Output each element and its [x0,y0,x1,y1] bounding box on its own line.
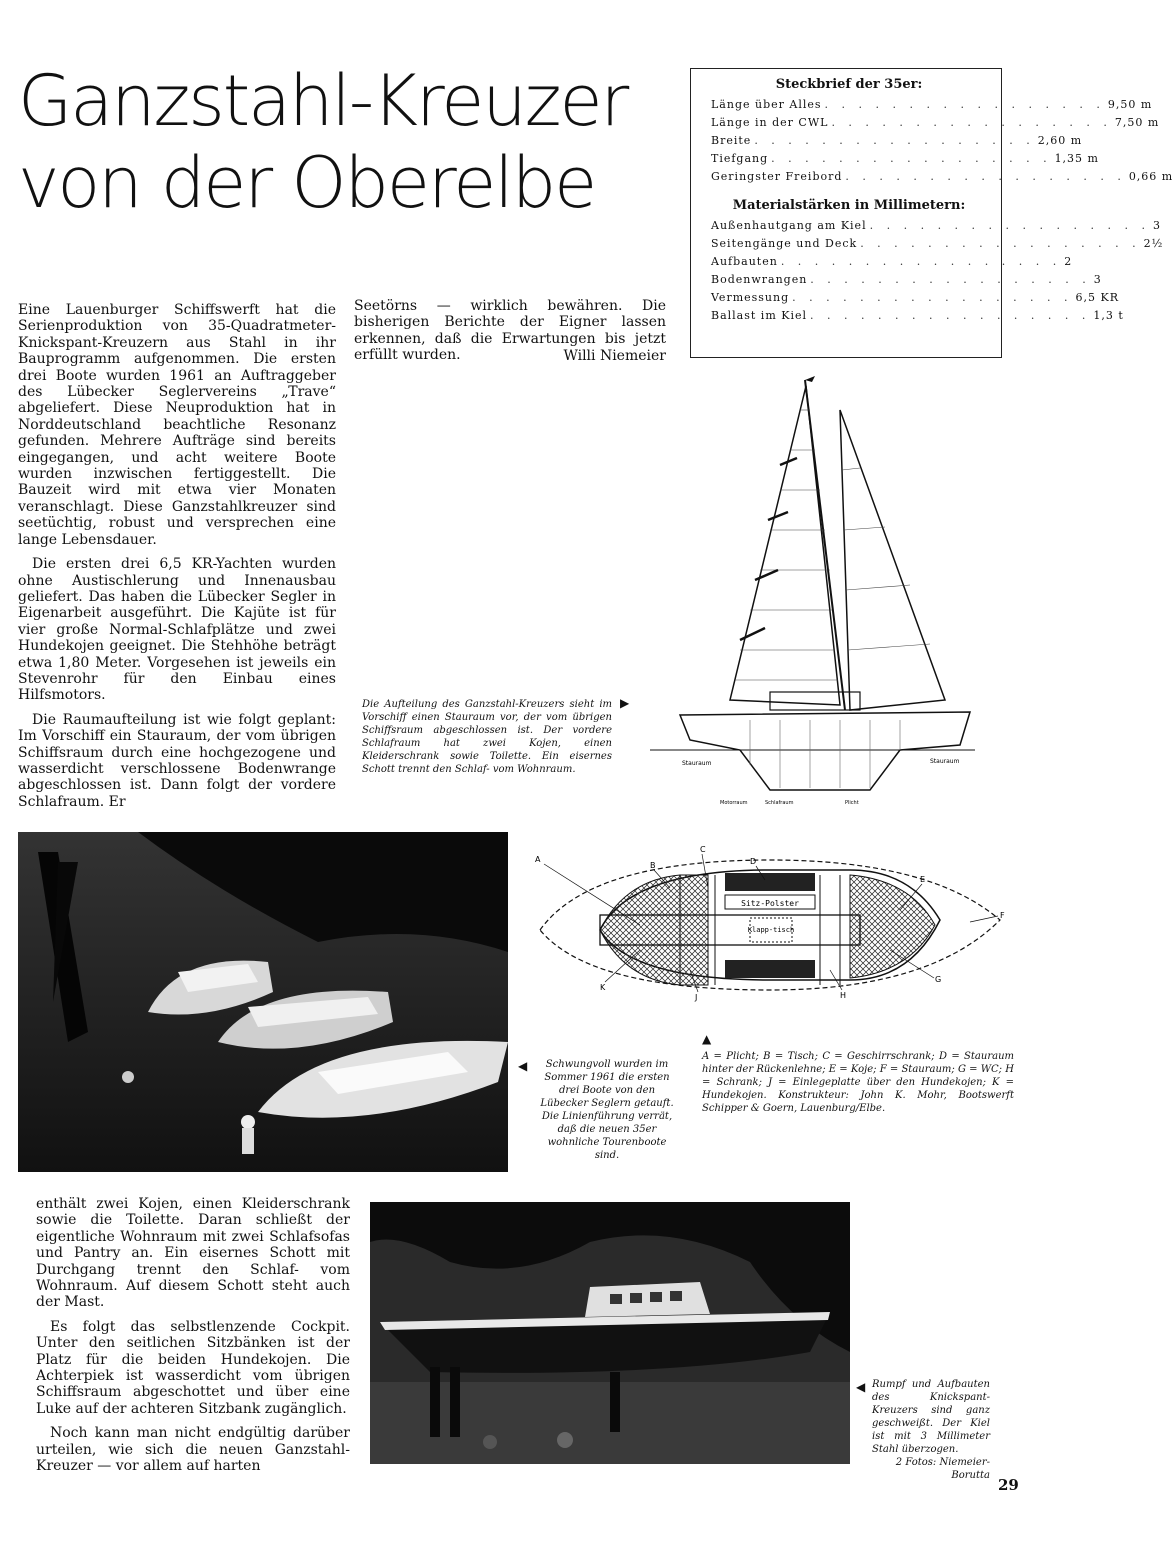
spec-row [711,217,1161,235]
spec-row-label: Vermessung [711,291,790,304]
spec-row-dots: . . . . . . . . . . . . . . . . . [869,219,1150,232]
article-paragraph: Seetörns — wirklich bewähren. Die bisherigen Berichte der Eigner lassen erkennen, daß die Erwartungen bis jetzt erfüllt wurden. [354,298,666,364]
hull-frames [750,720,900,788]
spec-row-dots: . . . . . . . . . . . . . . . . . [780,255,1062,268]
article-paragraph: Eine Lauenburger Schiffswerft hat die Serienproduktion von 35-Quadratmeter-Knickspant-Kreuzern aus Stahl in ihr Bauprogramm aufgenommen. Die ersten drei Boote wurden 1961 an Auftraggeber des Lübecker Seglervereins „Trave“ abgeliefert. Diese Neuproduktion hat in Norddeutschland beachtliche Resonanz gefunden. Mehrere Aufträge sind bereits eingegangen, und acht weitere Boote wurden inzwischen fertiggestellt. Die Bauzeit wird mit etwa vier Monaten veranschlagt. Diese Ganzstahlkreuzer sind seetüchtig, robust und versprechen eine lange Lebensdauer. [18,302,336,548]
hull-label-right: Stauraum [930,758,960,765]
spec-row-value: 0,66 m [1128,170,1173,183]
svg-text:G: G [935,975,942,984]
v-berth [850,875,935,978]
photo-steel-hull-image [370,1202,850,1464]
svg-text:F: F [1000,911,1005,920]
spec-row-label: Tiefgang [711,152,769,165]
photo-three-boats-image [18,832,508,1172]
berth-aft-area [600,875,680,985]
cabin-top [770,692,860,710]
spec-row-dots: . . . . . . . . . . . . . . . . . [754,134,1035,147]
spec-row-label: Länge in der CWL [711,116,829,129]
spec-row-label: Länge über Alles [711,98,822,111]
page-number: 29 [998,1476,1019,1494]
spec-row-value: 1,35 m [1054,152,1099,165]
svg-text:D: D [750,857,757,866]
photo-steel-hull [370,1202,850,1464]
spec-row-label: Bodenwrangen [711,273,808,286]
spec-row-value: 9,50 m [1107,98,1153,111]
label-sitz-polster: Sitz-Polster [741,899,799,908]
svg-text:J: J [695,993,698,1002]
spec-row-value: 2 [1064,255,1073,268]
article-paragraph: enthält zwei Kojen, einen Kleiderschrank sowie die Toilette. Daran schließt der eigentliche Wohnraum mit zwei Schlafsofas und Pantry an. Ein eisernes Schott mit Durchgang trennt den Schlaf- vom Wohnraum. Auf diesem Schott steht auch der Mast. [36,1196,350,1311]
spec-row-label: Geringster Freibord [711,170,843,183]
spec-title: Steckbrief der 35er: [775,77,923,92]
sofa-bottom [725,960,815,978]
svg-text:E: E [920,875,926,884]
spec-row-dots: . . . . . . . . . . . . . . . . . [810,273,1091,286]
hull-outline [680,712,970,790]
photo-credit: 2 Fotos: Niemeier-Borutta [895,1457,990,1481]
arrow-up-icon: ▲ [702,1032,712,1046]
material-rows [711,217,1164,325]
svg-text:H: H [840,991,847,1000]
caption-photo-hull: Rumpf und Aufbauten des Knickspant-Kreuzers sind ganz geschweißt. Der Kiel ist mit 3 Millimeter Stahl überzogen. [872,1379,990,1455]
article-paragraph: Es folgt das selbstlenzende Cockpit. Unter den seitlichen Sitzbänken ist der Platz für die beiden Hundekojen. Die Achterpiek ist wasserdicht vom übrigen Schiffsraum abgeschottet und über eine Luke auf der achteren Sitzbank zugänglich. [36,1318,350,1417]
spec-row-dots: . . . . . . . . . . . . . . . . . [860,237,1141,250]
mainsail [730,386,840,705]
spec-row-value: 3 [1093,273,1102,286]
label-klapptisch: Klapp-tisch [747,926,795,934]
caption-floor-plan: A = Plicht; B = Tisch; C = Geschirrschrank; D = Stauraum hinter der Rückenlehne; E = Koje; F = Stauraum; G = WC; H = Schrank; J = Einlegeplatte über den Hundekojen; K = Hundekojen. Konstrukteur: John K. Mohr, Bootswerft Schipper & Goern, Lauenburg/Elbe. [702,1051,1014,1114]
spec-row-dots: . . . . . . . . . . . . . . . . . [824,98,1105,111]
spec-row-label: Aufbauten [711,255,778,268]
spec-row-label: Außenhautgang am Kiel [711,219,867,232]
spec-row [711,235,1164,253]
sofa-top [725,873,815,891]
hull-label-left: Stauraum [682,760,712,767]
jib-sail [840,410,945,710]
article-paragraph: Noch kann man nicht endgültig darüber urteilen, wie sich die neuen Ganzstahl-Kreuzer — vor allem auf harten [36,1425,350,1475]
spec-row-value: 2½ [1143,237,1164,250]
spec-row-value: 6,5 KR [1075,291,1120,304]
arrow-right-icon: ▶ [620,696,630,710]
headline-line1: Ganzstahl-Kreuzer [18,60,628,142]
cockpit-bench [680,875,708,985]
spec-row-value: 1,3 t [1093,309,1124,322]
arrow-left-icon: ◀ [518,1059,528,1073]
spec-row [711,253,1073,271]
spec-row-value: 2,60 m [1037,134,1083,147]
spec-row [711,289,1120,307]
caption-photo-boats: Schwungvoll wurden im Sommer 1961 die ersten drei Boote von den Lübecker Seglern getauft. Die Linienführung verrät, daß die neuen 35er wohnliche Tourenboote sind. [540,1059,674,1161]
photo-three-boats [18,832,508,1172]
spec-row [711,307,1124,325]
arrow-left-icon-2: ◀ [856,1380,866,1394]
spec-row-dots: . . . . . . . . . . . . . . . . . [810,309,1091,322]
spec-row-label: Ballast im Kiel [711,309,808,322]
article-paragraph: Die ersten drei 6,5 KR-Yachten wurden ohne Austischlerung und Innenausbau geliefert. Das haben die Lübecker Segler in Eigenarbeit ausgeführt. Die Kajüte ist für vier große Normal-Schlafplätze und zwei Hundekojen geeignet. Die Stehhöhe beträgt etwa 1,80 Meter. Vorgesehen ist jeweils ein Stevenrohr für den Einbau eines Hilfsmotors. [18,556,336,704]
spec-row-value: 7,50 m [1114,116,1160,129]
spec-row [711,114,1160,132]
floor-plan-diagram [530,840,1030,1010]
pennant-icon [805,376,815,382]
article-column-bottom [36,1196,350,1483]
svg-text:A: A [535,855,541,864]
spec-row-dots: . . . . . . . . . . . . . . . . . [831,116,1112,129]
spec-row-dots: . . . . . . . . . . . . . . . . . [845,170,1126,183]
svg-text:K: K [600,983,606,992]
spec-row-label: Seitengänge und Deck [711,237,858,250]
spec-row-dots: . . . . . . . . . . . . . . . . . [771,152,1052,165]
spec-row [711,168,1173,186]
caption-sail-plan: Die Aufteilung des Ganzstahl-Kreuzers sieht im Vorschiff einen Stauraum vor, der vom übrigen Schiffsraum abgeschlossen ist. Der vordere Schlafraum hat zwei Kojen, einen Kleiderschrank sowie Toilette. Ein eisernes Schott trennt den Schlaf- vom Wohnraum. [362,699,612,775]
hull-label-bottom3: Plicht [845,800,859,806]
spec-box [690,68,1173,358]
spec-row [711,271,1102,289]
sail-plan-diagram [640,370,980,810]
spec-row [711,132,1083,150]
author: Willi Niemeier [563,347,666,364]
battens [740,458,797,640]
article-paragraph: Die Raumaufteilung ist wie folgt geplant: Im Vorschiff ein Stauraum, der vom übrigen Schiffsraum durch eine hochgezogene und wasserdicht verschlossene Bodenwrange abgeschlossen ist. Dann folgt der vordere Schlafraum. Er [18,711,336,810]
spec-row [711,96,1153,114]
headline-line2: von der Oberelbe [18,142,596,224]
spec-row [711,150,1099,168]
spec-row-value: 3 [1152,219,1161,232]
hull-label-bottom1: Motorraum [720,800,748,806]
spec-rows [711,96,1173,186]
article-column-2-top [354,298,666,364]
svg-text:C: C [700,845,706,854]
spec-row-dots: . . . . . . . . . . . . . . . . . [792,291,1073,304]
material-title: Materialstärken in Millimetern: [732,198,966,213]
hull-label-bottom2: Schlafraum [765,800,794,806]
spec-row-label: Breite [711,134,752,147]
article-column-1 [18,302,336,818]
svg-text:B: B [650,861,656,870]
